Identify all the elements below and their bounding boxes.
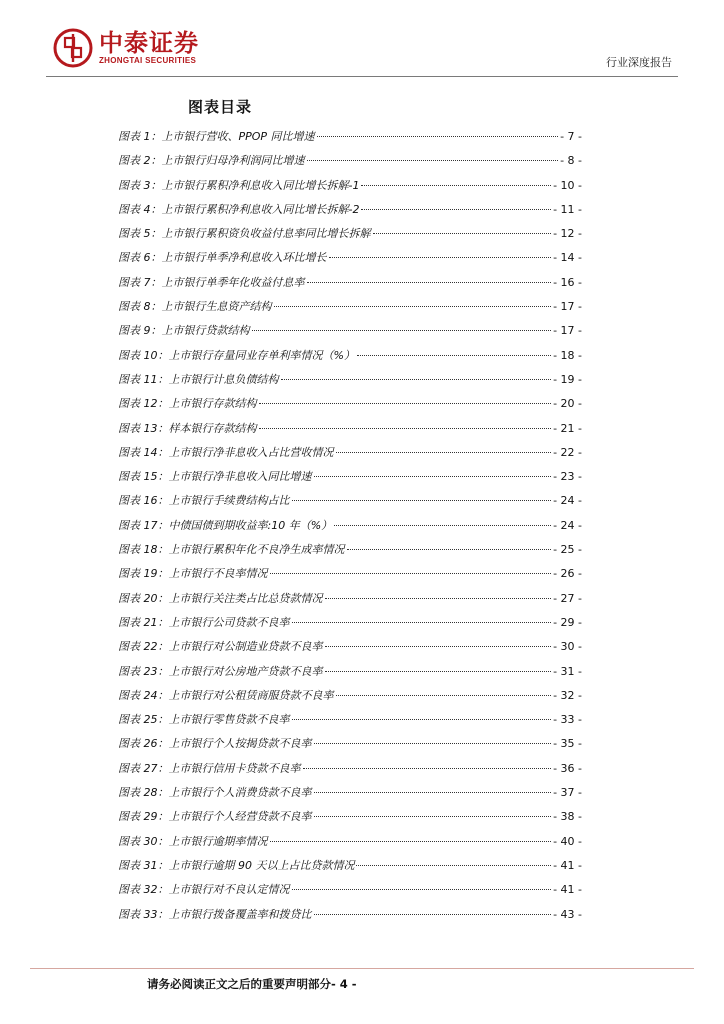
toc-entry[interactable] (118, 687, 582, 711)
toc-entry[interactable] (118, 249, 582, 273)
zhongtai-logo-icon (53, 28, 93, 68)
toc-entry-page: - 33 - (553, 713, 582, 727)
toc-entry-page: - 17 - (553, 324, 582, 338)
toc-entry-label[interactable]: 图表 2：上市银行归母净利润同比增速 (118, 154, 305, 168)
toc-entry-page: - 40 - (553, 834, 582, 848)
toc-entry-page: - 37 - (553, 786, 582, 800)
toc-entry[interactable] (118, 371, 582, 395)
toc-dot-leader (292, 889, 552, 890)
toc-entry-page: - 29 - (553, 615, 582, 629)
toc-dot-leader (314, 792, 552, 793)
toc-dot-leader (357, 355, 551, 356)
toc-entry[interactable] (118, 444, 582, 468)
toc-entry-label[interactable]: 图表 30：上市银行逾期率情况 (118, 834, 268, 848)
toc-dot-leader (314, 476, 552, 477)
toc-entry-page: - 20 - (553, 397, 582, 411)
toc-entry-page: - 43 - (553, 907, 582, 921)
toc-entry-label[interactable]: 图表 21：上市银行公司贷款不良率 (118, 615, 290, 629)
toc-entry-label[interactable]: 图表 15：上市银行净非息收入同比增速 (118, 470, 312, 484)
toc-entry-label[interactable]: 图表 29：上市银行个人经营贷款不良率 (118, 810, 312, 824)
toc-dot-leader (325, 671, 552, 672)
toc-entry-label[interactable]: 图表 5：上市银行累积资负收益付息率同比增长拆解 (118, 227, 371, 241)
toc-dot-leader (314, 914, 552, 915)
toc-dot-leader (292, 719, 552, 720)
toc-entry[interactable] (118, 565, 582, 589)
toc-entry[interactable] (118, 590, 582, 614)
toc-entry[interactable] (118, 517, 582, 541)
toc-dot-leader (334, 525, 551, 526)
toc-entry[interactable] (118, 857, 582, 881)
toc-entry-page: - 35 - (553, 737, 582, 751)
toc-dot-leader (259, 428, 552, 429)
toc-entry-page: - 11 - (553, 202, 582, 216)
toc-entry-page: - 18 - (553, 348, 582, 362)
toc-entry-page: - 26 - (553, 567, 582, 581)
toc-dot-leader (314, 816, 552, 817)
toc-dot-leader (252, 330, 552, 331)
toc-entry[interactable] (118, 760, 582, 784)
toc-dot-leader (292, 500, 552, 501)
toc-entry[interactable] (118, 347, 582, 371)
toc-dot-leader (361, 209, 551, 210)
toc-entry-label[interactable]: 图表 19：上市银行不良率情况 (118, 567, 268, 581)
header-divider (46, 76, 678, 77)
toc-entry-page: - 25 - (553, 543, 582, 557)
toc-entry-label[interactable]: 图表 20：上市银行关注类占比总贷款情况 (118, 591, 323, 605)
toc-entry[interactable] (118, 468, 582, 492)
toc-title: 图表目录 (188, 98, 253, 116)
toc-entry-label[interactable]: 图表 1：上市银行营收、PPOP 同比增速 (118, 130, 315, 143)
toc-entry-label[interactable]: 图表 6：上市银行单季净利息收入环比增长 (118, 251, 327, 265)
toc-entry[interactable] (118, 152, 582, 176)
toc-entry-label[interactable]: 图表 33：上市银行拨备覆盖率和拨贷比 (118, 907, 312, 921)
toc-entry-page: - 22 - (553, 445, 582, 459)
toc-entry[interactable] (118, 420, 582, 444)
toc-entry-label[interactable]: 图表 23：上市银行对公房地产贷款不良率 (118, 664, 323, 678)
toc-entry-page: - 21 - (553, 421, 582, 435)
toc-entry-page: - 36 - (553, 761, 582, 775)
toc-entry-label[interactable]: 图表 32：上市银行对不良认定情况 (118, 883, 290, 897)
brand-name-en: ZHONGTAI SECURITIES (99, 56, 197, 65)
toc-dot-leader (325, 598, 552, 599)
toc-entry-label[interactable]: 图表 27：上市银行信用卡贷款不良率 (118, 761, 301, 775)
toc-dot-leader (336, 695, 552, 696)
toc-entry-label[interactable]: 图表 14：上市银行净非息收入占比营收情况 (118, 445, 334, 459)
page-header (0, 0, 724, 80)
toc-dot-leader (303, 768, 552, 769)
toc-entry-label[interactable]: 图表 28：上市银行个人消费贷款不良率 (118, 786, 312, 800)
toc-dot-leader (292, 622, 552, 623)
brand-logo (53, 28, 199, 68)
toc-dot-leader (270, 573, 552, 574)
toc-dot-leader (274, 306, 552, 307)
footer-disclaimer: 请务必阅读正文之后的重要声明部分- 4 - (147, 977, 357, 991)
toc-entry-page: - 17 - (553, 300, 582, 314)
toc-entry[interactable] (118, 274, 582, 298)
toc-entry[interactable] (118, 906, 582, 930)
toc-entry[interactable] (118, 833, 582, 857)
toc-entry-label[interactable]: 图表 22：上市银行对公制造业贷款不良率 (118, 640, 323, 654)
toc-dot-leader (325, 646, 552, 647)
toc-entry-page: - 24 - (553, 494, 582, 508)
toc-entry-label[interactable]: 图表 9：上市银行贷款结构 (118, 324, 250, 338)
toc-entry[interactable] (118, 808, 582, 832)
toc-entry[interactable] (118, 322, 582, 346)
toc-entry-label[interactable]: 图表 10：上市银行存量同业存单利率情况（%） (118, 348, 355, 362)
toc-entry-label[interactable]: 图表 31：上市银行逾期 90 天以上占比贷款情况 (118, 858, 355, 872)
toc-dot-leader (317, 136, 559, 137)
toc-entry-page: - 32 - (553, 688, 582, 702)
toc-entry-label[interactable]: 图表 11：上市银行计息负债结构 (118, 372, 279, 386)
toc-dot-leader (347, 549, 552, 550)
toc-entry-page: - 19 - (553, 372, 582, 386)
toc-dot-leader (314, 743, 552, 744)
toc-dot-leader (361, 185, 551, 186)
toc-entry-page: - 24 - (553, 518, 582, 532)
toc-dot-leader (329, 257, 552, 258)
toc-dot-leader (259, 403, 552, 404)
toc-entry-label[interactable]: 图表 7：上市银行单季年化收益付息率 (118, 275, 305, 289)
toc-entry-label[interactable]: 图表 3：上市银行累积净利息收入同比增长拆解-1 (118, 178, 360, 192)
toc-entry-page: - 38 - (553, 810, 582, 824)
toc-dot-leader (356, 865, 551, 866)
toc-list (118, 128, 582, 930)
toc-entry[interactable] (118, 881, 582, 905)
toc-entry-page: - 41 - (553, 858, 582, 872)
toc-entry[interactable] (118, 298, 582, 322)
toc-entry-label[interactable]: 图表 12：上市银行存款结构 (118, 397, 257, 411)
toc-entry[interactable] (118, 225, 582, 249)
toc-entry-label[interactable]: 图表 4：上市银行累积净利息收入同比增长拆解-2 (118, 202, 360, 216)
toc-entry-label[interactable]: 图表 13：样本银行存款结构 (118, 421, 257, 435)
toc-dot-leader (336, 452, 552, 453)
toc-entry[interactable] (118, 395, 582, 419)
toc-entry-page: - 30 - (553, 640, 582, 654)
toc-entry-page: - 27 - (553, 591, 582, 605)
toc-entry-page: - 14 - (553, 251, 582, 265)
toc-entry[interactable] (118, 663, 582, 687)
toc-entry-label[interactable]: 图表 16：上市银行手续费结构占比 (118, 494, 290, 508)
toc-entry-label[interactable]: 图表 24：上市银行对公租赁商服贷款不良率 (118, 688, 334, 702)
toc-entry[interactable] (118, 614, 582, 638)
toc-entry[interactable] (118, 541, 582, 565)
toc-entry[interactable] (118, 492, 582, 516)
toc-entry-page: - 16 - (553, 275, 582, 289)
toc-entry[interactable] (118, 784, 582, 808)
toc-entry[interactable] (118, 128, 582, 152)
toc-entry-page: - 31 - (553, 664, 582, 678)
toc-entry-page: - 10 - (553, 178, 582, 192)
toc-entry-page: - 7 - (560, 130, 582, 143)
toc-dot-leader (281, 379, 552, 380)
toc-entry-label[interactable]: 图表 25：上市银行零售贷款不良率 (118, 713, 290, 727)
toc-entry-label[interactable]: 图表 17：中债国债到期收益率:10 年（%） (118, 518, 333, 532)
toc-entry-page: - 23 - (553, 470, 582, 484)
toc-entry[interactable] (118, 711, 582, 735)
toc-entry[interactable] (118, 177, 582, 201)
brand-name-cn: 中泰证券 (99, 29, 199, 57)
toc-entry-label[interactable]: 图表 8：上市银行生息资产结构 (118, 300, 272, 314)
toc-dot-leader (307, 282, 552, 283)
brand-wordmark (99, 30, 199, 66)
toc-entry-label[interactable]: 图表 18：上市银行累积年化不良净生成率情况 (118, 543, 345, 557)
toc-entry[interactable] (118, 735, 582, 759)
toc-entry-label[interactable]: 图表 26：上市银行个人按揭贷款不良率 (118, 737, 312, 751)
toc-entry-page: - 41 - (553, 883, 582, 897)
report-type-label: 行业深度报告 (606, 56, 672, 69)
toc-dot-leader (373, 233, 552, 234)
footer-divider (30, 968, 694, 969)
toc-entry-page: - 12 - (553, 227, 582, 241)
toc-dot-leader (270, 841, 552, 842)
toc-entry-page: - 8 - (560, 154, 582, 168)
toc-entry[interactable] (118, 201, 582, 225)
toc-dot-leader (307, 160, 559, 161)
toc-entry[interactable] (118, 638, 582, 662)
